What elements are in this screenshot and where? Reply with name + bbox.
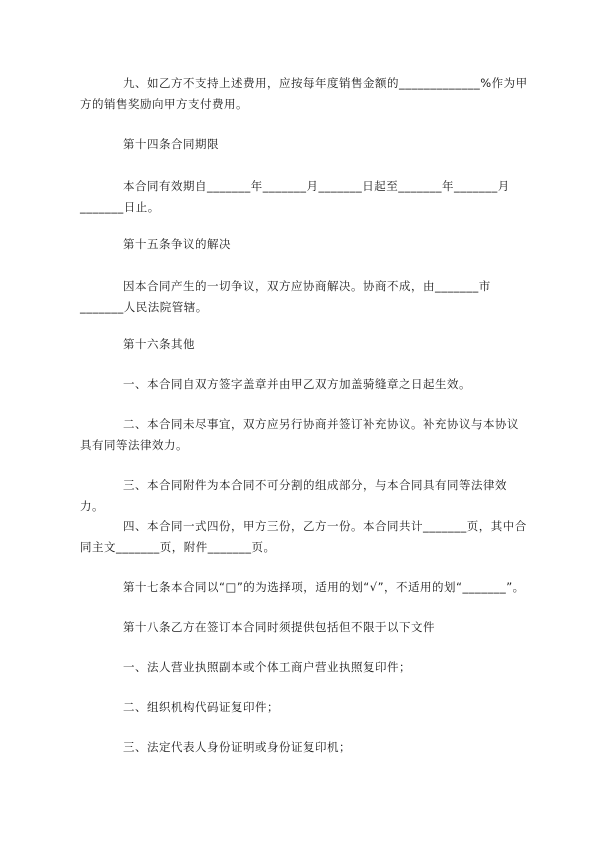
organization-code-item: 二、组织机构代码证复印件；	[123, 700, 279, 714]
effective-clause-paragraph: 一、本合同自双方签字盖章并由甲乙双方加盖骑缝章之日起生效。	[123, 377, 471, 391]
supplementary-agreement-paragraph: 二、本合同未尽事宜，双方应另行协商并签订补充协议。补充协议与本协议具有同等法律效力。	[80, 417, 519, 452]
article-16-heading: 第十六条其他	[123, 337, 195, 351]
legal-representative-id-item: 三、法定代表人身份证明或身份证复印机；	[123, 740, 351, 754]
contract-term-paragraph: 本合同有效期自_______年_______月_______日起至_______年_______月_______日止。	[80, 179, 510, 214]
attachments-paragraph: 三、本合同附件为本合同不可分割的组成部分，与本合同具有同等法律效力。	[80, 478, 507, 513]
business-license-item: 一、法人营业执照副本或个体工商户营业执照复印件；	[123, 660, 411, 674]
copies-paragraph: 四、本合同一式四份，甲方三份，乙方一份。本合同共计_______页，其中合同主文_______页，附件_______页。	[80, 519, 527, 554]
clause-nine-paragraph: 九、如乙方不支持上述费用，应按每年度销售金额的_____________%作为甲方的销售奖励向甲方支付费用。	[80, 76, 528, 111]
article-17-paragraph: 第十七条本合同以“□”的为选择项，适用的划“√”，不适用的划“_______”。	[123, 580, 525, 594]
article-14-heading: 第十四条合同期限	[123, 137, 219, 151]
dispute-resolution-paragraph: 因本合同产生的一切争议，双方应协商解决。协商不成，由_______市_______人民法院管辖。	[80, 279, 491, 314]
article-15-heading: 第十五条争议的解决	[123, 237, 231, 251]
article-18-paragraph: 第十八条乙方在签订本合同时须提供包括但不限于以下文件	[123, 620, 435, 634]
